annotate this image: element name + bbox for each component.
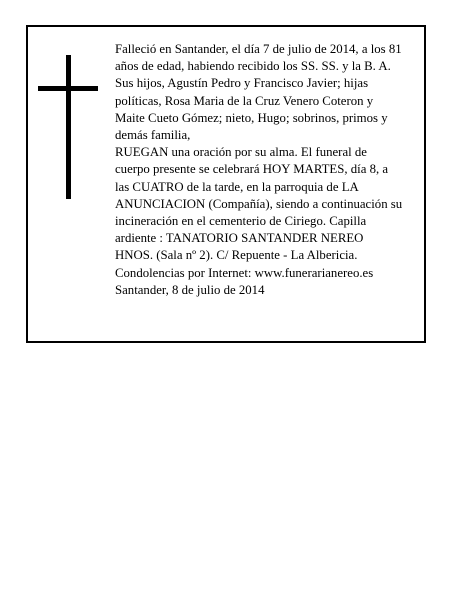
obituary-line: ardiente : TANATORIO SANTANDER NEREO [115, 231, 364, 246]
obituary-line: incineración en el cementerio de Ciriego. Capilla [115, 214, 367, 229]
obituary-line: Falleció en Santander, el día 7 de julio de 2014, a los 81 [115, 42, 402, 56]
obituary-line: cuerpo presente se celebrará HOY MARTES, día 8, a [115, 162, 389, 177]
cross-vertical-bar [66, 55, 71, 199]
obituary-line: Condolencias por Internet: www.funerarianereo.es [115, 265, 374, 280]
cross-horizontal-bar [38, 86, 98, 91]
obituary-line: políticas, Rosa Maria de la Cruz Venero Coteron y [115, 93, 374, 108]
obituary-line: Maite Cueto Gómez; nieto, Hugo; sobrinos, primos y [115, 110, 388, 125]
obituary-line: Sus hijos, Agustín Pedro y Francisco Javier; hijas [115, 76, 369, 91]
obituary-line: RUEGAN una oración por su alma. El funeral de [115, 145, 367, 160]
obituary-line: HNOS. (Sala nº 2). C/ Repuente - La Albericia. [115, 248, 358, 263]
cross-icon [38, 55, 98, 199]
obituary-line: demás familia, [115, 128, 191, 143]
obituary-text [115, 41, 423, 299]
obituary-line: ANUNCIACION (Compañía), siendo a continuación su [115, 196, 403, 211]
obituary-line: años de edad, habiendo recibido los SS. SS. y la B. A. [115, 59, 391, 74]
obituary-line: Santander, 8 de julio de 2014 [115, 282, 265, 297]
obituary-line: las CUATRO de la tarde, en la parroquia de LA [115, 179, 359, 194]
obituary-notice [26, 25, 426, 343]
